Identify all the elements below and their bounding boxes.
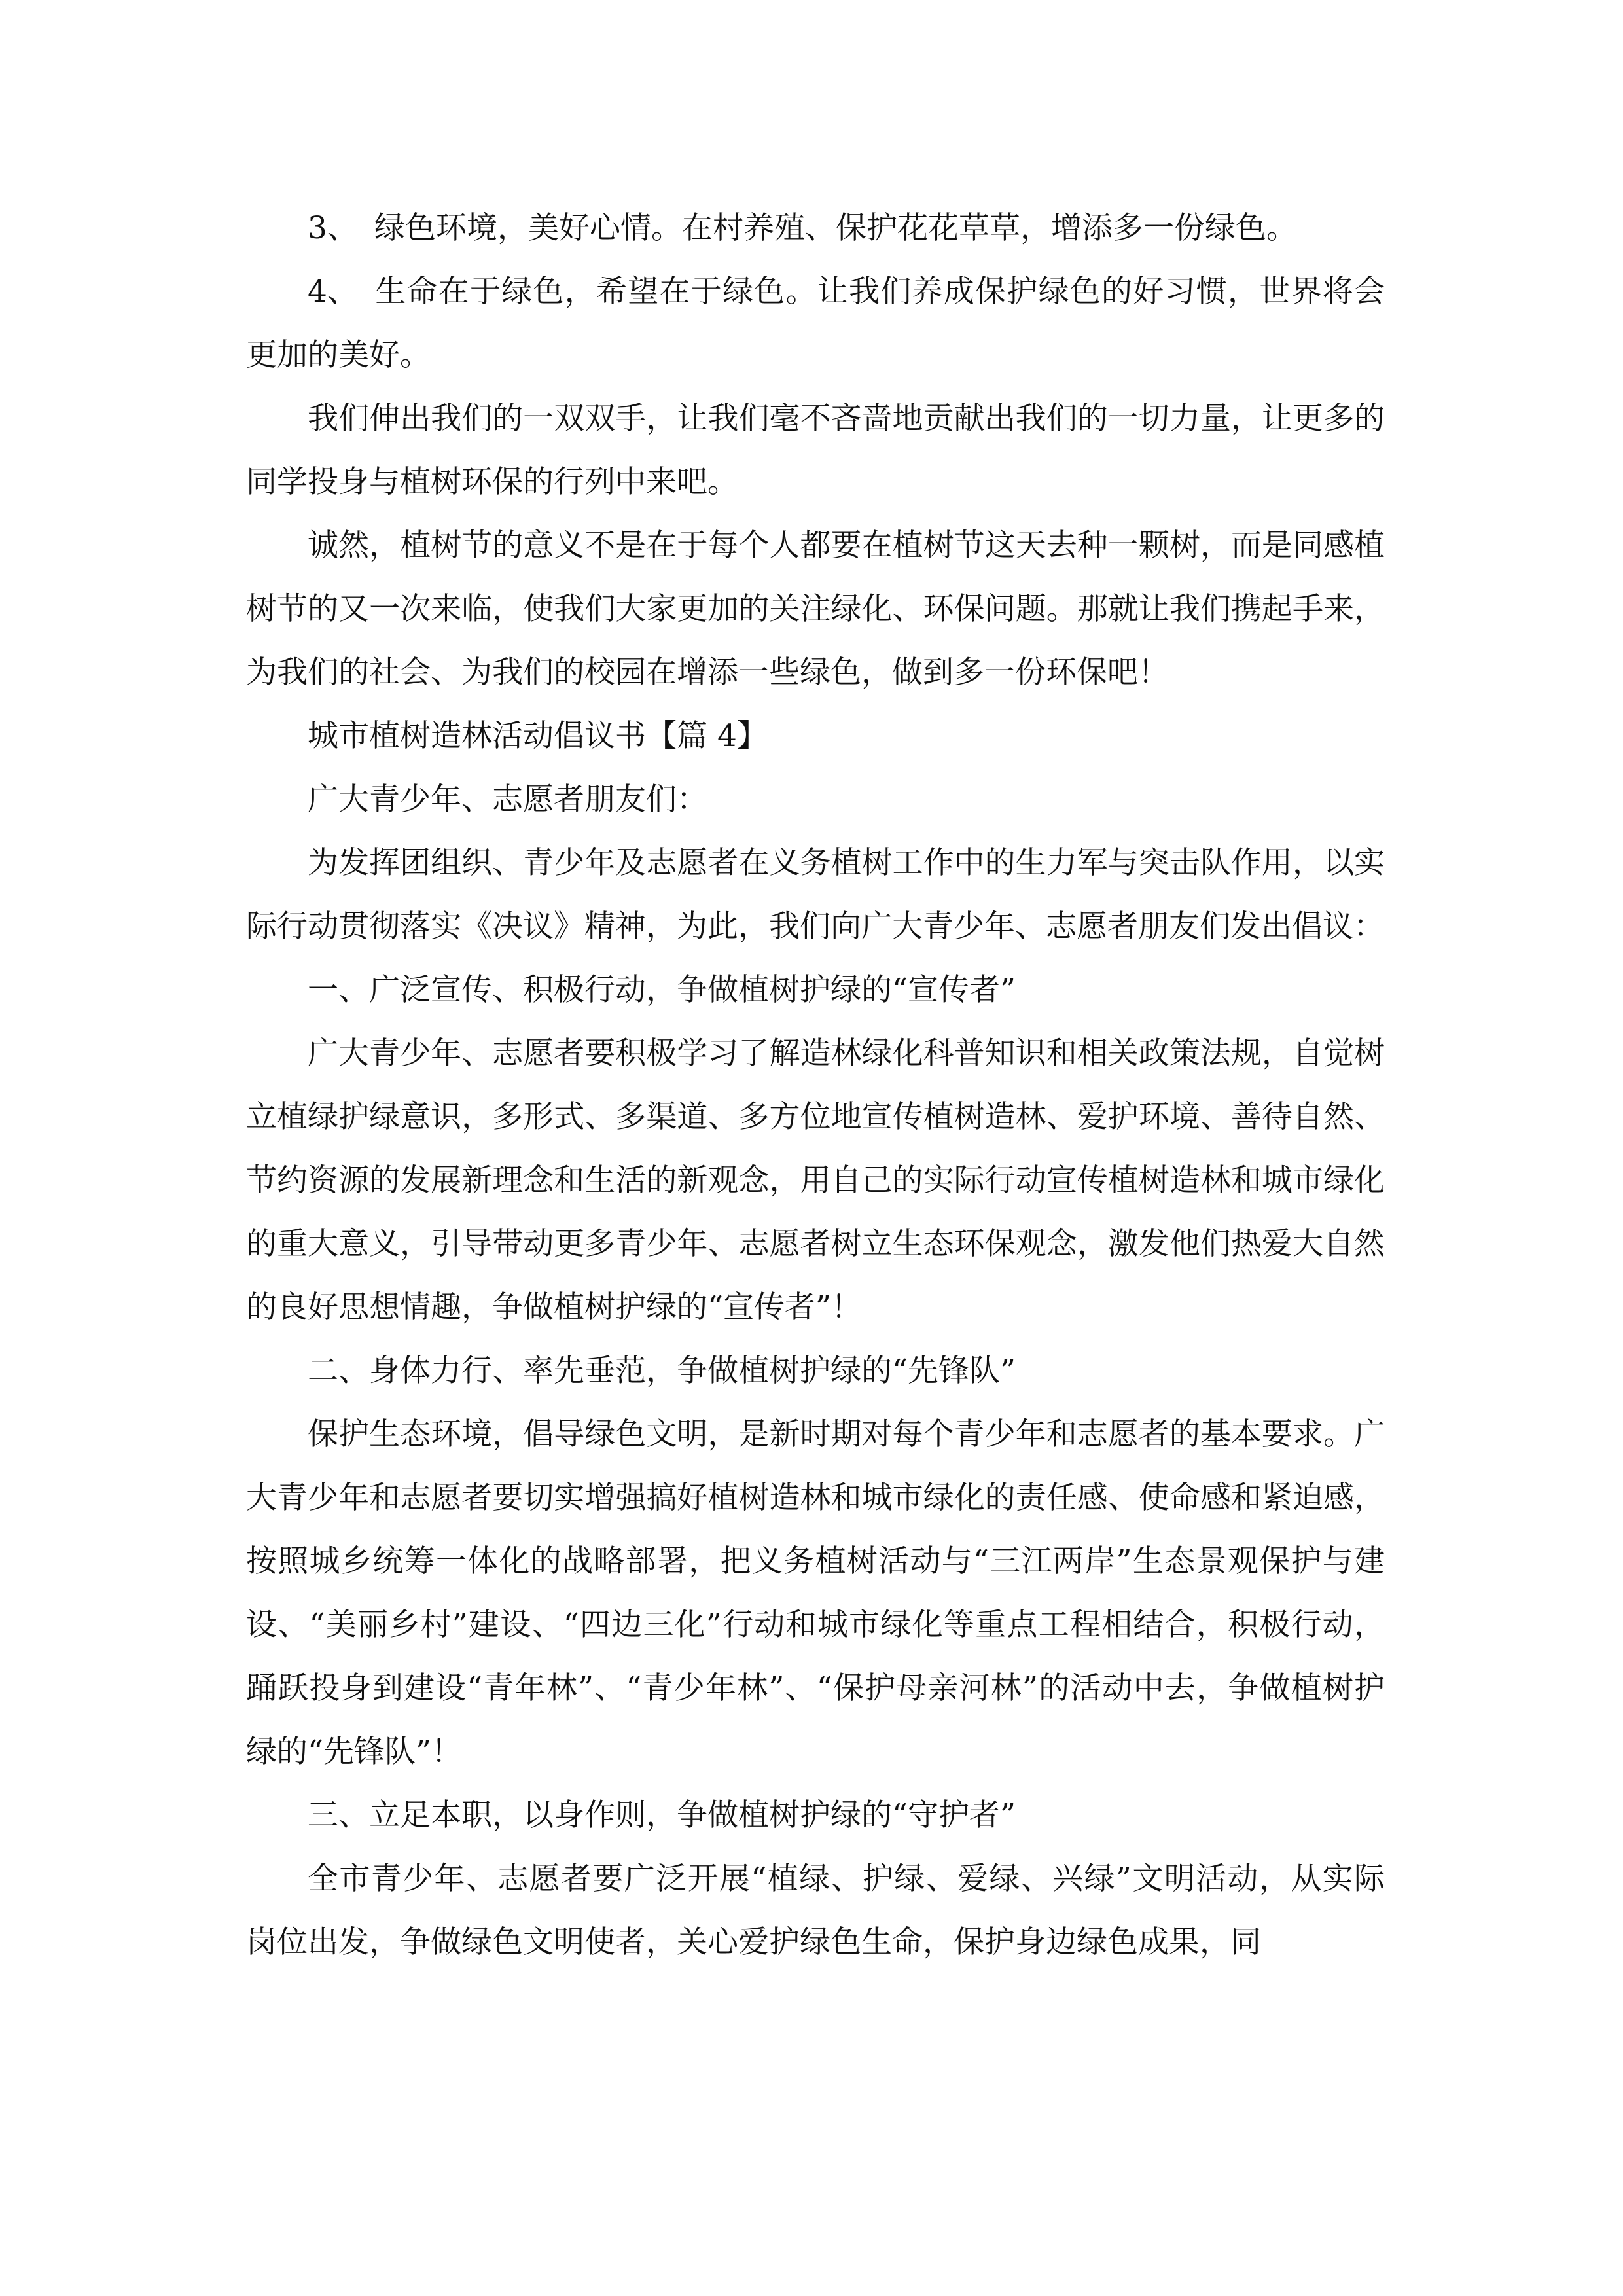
- subheading: 二、身体力行、率先垂范，争做植树护绿的“先锋队”: [308, 1353, 1016, 1389]
- list-number: 4、: [308, 274, 358, 310]
- list-item-text: 绿色环境，美好心情。在村养殖、保护花花草草，增添多一份绿色。: [374, 210, 1297, 246]
- list-number: 3、: [308, 210, 358, 246]
- list-item-4: [246, 260, 1385, 387]
- body-paragraph: 诚然，植树节的意义不是在于每个人都要在植树节这天去种一颗树，而是同感植树节的又一次来临，使我们大家更加的关注绿化、环保问题。那就让我们携起手来，为我们的社会、为我们的校园在增添一些绿色，做到多一份环保吧！: [246, 528, 1385, 691]
- body-paragraph: 我们伸出我们的一双双手，让我们毫不吝啬地贡献出我们的一切力量，让更多的同学投身与植树环保的行列中来吧。: [246, 401, 1385, 500]
- subheading: 一、广泛宣传、积极行动，争做植树护绿的“宣传者”: [308, 972, 1016, 1008]
- section-title: 城市植树造林活动倡议书【篇 4】: [308, 718, 768, 754]
- body-paragraph: 广大青少年、志愿者要积极学习了解造林绿化科普知识和相关政策法规，自觉树立植绿护绿意识，多形式、多渠道、多方位地宣传植树造林、爱护环境、善待自然、节约资源的发展新理念和生活的新观念，用自己的实际行动宣传植树造林和城市绿化的重大意义，引导带动更多青少年、志愿者树立生态环保观念，激发他们热爱大自然的良好思想情趣，争做植树护绿的“宣传者”！: [246, 1035, 1385, 1325]
- list-item-text: 生命在于绿色，希望在于绿色。让我们养成保护绿色的好习惯，世界将会更加的美好。: [246, 274, 1385, 373]
- body-paragraph: 为发挥团组织、青少年及志愿者在义务植树工作中的生力军与突击队作用，以实际行动贯彻落实《决议》精神，为此，我们向广大青少年、志愿者朋友们发出倡议：: [246, 845, 1385, 944]
- body-paragraph: 保护生态环境，倡导绿色文明，是新时期对每个青少年和志愿者的基本要求。广大青少年和志愿者要切实增强搞好植树造林和城市绿化的责任感、使命感和紧迫感，按照城乡统筹一体化的战略部署，把义务植树活动与“三江两岸”生态景观保护与建设、“美丽乡村”建设、“四边三化”行动和城市绿化等重点工程相结合，积极行动，踊跃投身到建设“青年林”、“青少年林”、“保护母亲河林”的活动中去，争做植树护绿的“先锋队”！: [246, 1416, 1385, 1770]
- body-paragraph: 全市青少年、志愿者要广泛开展“植绿、护绿、爱绿、兴绿”文明活动，从实际岗位出发，争做绿色文明使者，关心爱护绿色生命，保护身边绿色成果，同: [246, 1861, 1385, 1960]
- salutation: 广大青少年、志愿者朋友们：: [308, 781, 707, 817]
- list-item-3: [246, 196, 1385, 260]
- subheading: 三、立足本职，以身作则，争做植树护绿的“守护者”: [308, 1797, 1016, 1833]
- document-body: [246, 196, 1385, 1974]
